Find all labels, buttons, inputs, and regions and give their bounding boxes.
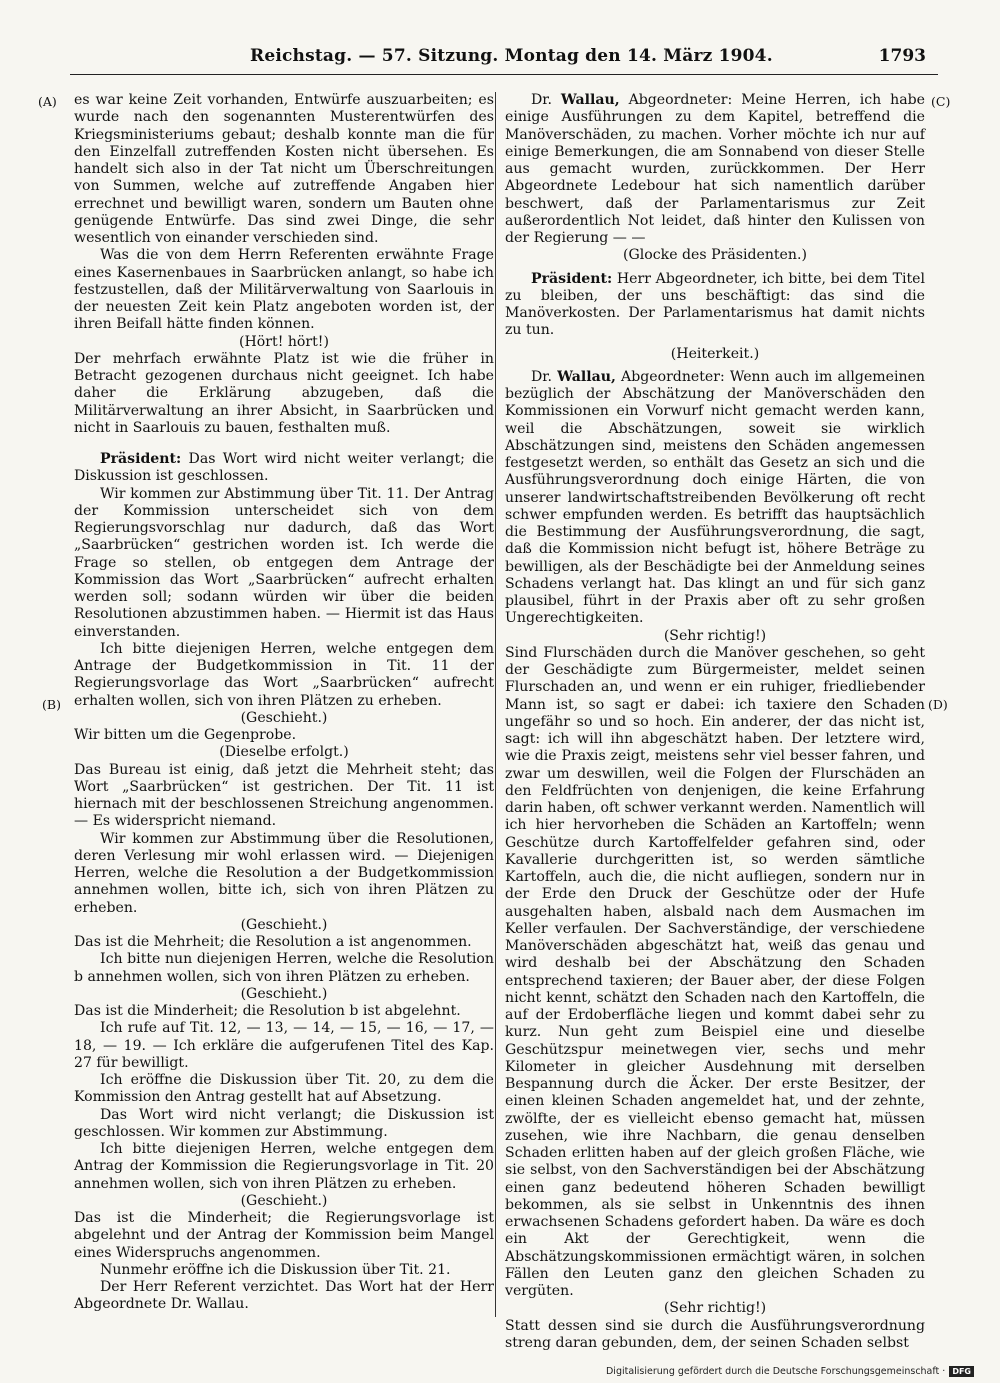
paragraph: Das Wort wird nicht verlangt; die Diskussion ist geschlossen. Wir kommen zur Abstimmung.: [74, 1106, 494, 1140]
margin-marker-d: (D): [928, 697, 948, 712]
margin-marker-a: (A): [38, 94, 57, 109]
interjection: (Geschieht.): [240, 1192, 328, 1209]
paragraph: Wir kommen zur Abstimmung über die Resolutionen, deren Verlesung mir wohl erlassen wird. — Diejenigen Herren, welche die Resolution a der Budgetkommission annehmen wollen, bitte ich, sich von ihren Plätzen zu erheben.: [74, 830, 494, 916]
paragraph: Das ist die Minderheit; die Regierungsvorlage ist abgelehnt und der Antrag der Kommission beim Mangel eines Widerspruchs angenommen.: [74, 1210, 494, 1261]
paragraph: Ich bitte diejenigen Herren, welche entgegen dem Antrage der Budgetkommission in Tit. 11 der Regierungsvorlage das Wort „Saarbrücken“ aufrecht erhalten wollen, sich von ihren Plätzen zu erheben.: [74, 640, 494, 709]
paragraph: Ich eröffne die Diskussion über Tit. 20, zu dem die Kommission den Antrag gestellt hat auf Absetzung.: [74, 1072, 494, 1106]
digitization-credit: [606, 1366, 974, 1377]
interjection: (Dieselbe erfolgt.): [219, 744, 349, 761]
interjection: (Geschieht.): [240, 916, 328, 933]
interjection: (Geschieht.): [240, 709, 328, 726]
president-paragraph: [505, 271, 925, 340]
interjection: (Sehr richtig!): [663, 1300, 767, 1317]
paragraph: Wir bitten um die Gegenprobe.: [74, 727, 297, 743]
paragraph: Was die von dem Herrn Referenten erwähnte Frage eines Kasernenbaues in Saarbrücken anlangt, so habe ich festzustellen, daß der Militärverwaltung von Saarlouis in der neuesten Zeit kein Platz angeboten worden ist, der ihren Beifall hätte finden können.: [74, 247, 494, 333]
credit-text: Digitalisierung gefördert durch die Deutsche Forschungsgemeinschaft ·: [605, 1366, 946, 1377]
interjection: (Sehr richtig!): [663, 627, 767, 644]
right-column: [505, 92, 925, 1352]
paragraph-text: Das Wort wird nicht weiter verlangt; die Diskussion ist geschlossen.: [74, 451, 495, 485]
interjection: (Heiterkeit.): [670, 345, 760, 362]
column-divider: [495, 92, 496, 1317]
interjection: (Geschieht.): [240, 985, 328, 1002]
paragraph: Der mehrfach erwähnte Platz ist wie die früher in Betracht gezogenen durchaus nicht geeignet. Ich habe daher die Erklärung abzugeben, daß die Militärverwaltung an ihrer Absicht, in Saarbrücken und nicht in Saarlouis zu bauen, festhalten muß.: [74, 350, 494, 436]
paragraph: Statt dessen sind sie durch die Ausführungsverordnung streng daran gebunden, dem, der seinen Schaden selbst: [505, 1317, 925, 1351]
speaker-name: Präsident:: [100, 451, 182, 467]
paragraph: Ich bitte diejenigen Herren, welche entgegen dem Antrag der Kommission die Regierungsvorlage in Tit. 20 annehmen wollen, sich von ihren Plätzen zu erheben.: [74, 1141, 494, 1192]
interjection: (Hört! hört!): [239, 333, 329, 350]
speaker-title: Dr.: [531, 92, 552, 108]
speaker-name: Wallau,: [557, 368, 616, 385]
running-title: Reichstag. — 57. Sitzung. Montag den 14. März 1904.: [250, 46, 773, 66]
speaker-title: Dr.: [531, 368, 552, 385]
paragraph: Ich rufe auf Tit. 12, — 13, — 14, — 15, — 16, — 17, — 18, — 19. — Ich erkläre die aufgerufenen Titel des Kap. 27 für bewilligt.: [74, 1020, 494, 1071]
interjection: (Glocke des Präsidenten.): [623, 247, 807, 264]
paragraph: Der Herr Referent verzichtet. Das Wort hat der Herr Abgeordnete Dr. Wallau.: [74, 1279, 494, 1313]
page-number: 1793: [878, 46, 926, 66]
paragraph: Ich bitte nun diejenigen Herren, welche die Resolution b annehmen wollen, sich von ihren Plätzen zu erheben.: [74, 951, 494, 985]
paragraph-text: Abgeordneter: Meine Herren, ich habe einige Ausführungen zu dem Kapitel, betreffend die Manöverschäden, zu machen. Vorher möchte ich nur auf einige Bemerkungen, die am Sonnabend von dieser Stelle aus gemacht wurden, zurückkommen. Der Herr Abgeordnete Ledebour hat sich namentlich darüber beschwert, daß der Parlamentarismus zur Zeit außerordentlich Not leidet, daß hinter den Kulissen von der Regierung — —: [505, 92, 926, 246]
president-paragraph: [74, 451, 494, 486]
speaker-name: Präsident:: [531, 270, 613, 287]
paragraph-text: Herr Abgeordneter, ich bitte, bei dem Titel zu bleiben, der uns beschäftigt: das sind die Manöverkosten. Der Parlamentarismus hat damit nichts zu tun.: [505, 270, 925, 339]
speech-paragraph: [505, 369, 925, 628]
paragraph: Das ist die Minderheit; die Resolution b ist abgelehnt.: [74, 1003, 461, 1019]
paragraph: Wir kommen zur Abstimmung über Tit. 11. Der Antrag der Kommission unterscheidet sich von dem Regierungsvorschlag nur dadurch, daß das Wort „Saarbrücken“ gestrichen worden ist. Ich werde die Frage so stellen, ob entgegen dem Antrage der Kommission das Wort „Saarbrücken“ aufrecht erhalten werden soll; sodann würden wir über die beiden Resolutionen abzustimmen haben. — Hiermit ist das Haus einverstanden.: [74, 485, 494, 640]
paragraph: Das Bureau ist einig, daß jetzt die Mehrheit steht; das Wort „Saarbrücken“ ist gestrichen. Der Tit. 11 ist hiernach mit der beschlossenen Streichung angenommen. — Es widerspricht niemand.: [74, 761, 494, 830]
margin-marker-c: (C): [931, 94, 951, 109]
paragraph-text: Abgeordneter: Wenn auch im allgemeinen bezüglich der Abschätzung der Manöverschäden den Kommissionen ein Vorwurf nicht gemacht werden kann, weil die Abschätzungen, soweit sie wirklich Abschätzungen sind, meistens den Schäden angemessen festgesetzt werden, so enthält das Gesetz an sich und die Ausführungsverordnung doch einige Härten, die von unserer landwirtschaftstreibenden Bevölkerung oft recht schwer empfunden werden. Es betrifft das hauptsächlich die Bestimmung der Ausführungsverordnung, die sagt, daß die Kommission nicht befugt ist, höhere Beträge zu bewilligen, als der Beschädigte bei der Anmeldung seines Schadens verlangt hat. Das klingt an und für sich ganz plausibel, führt in der Praxis aber oft zu sehr großen Ungerechtigkeiten.: [505, 368, 925, 627]
speech-paragraph: [505, 92, 925, 247]
page-header: [70, 44, 938, 75]
paragraph: Nunmehr eröffne ich die Diskussion über Tit. 21.: [100, 1261, 451, 1278]
paragraph: es war keine Zeit vorhanden, Entwürfe auszuarbeiten; es wurde nach den sogenannten Musterentwürfen des Kriegsministeriums gebaut; deshalb konnte man die für den Einzelfall zutreffenden Kosten nicht übersehen. Es handelt sich also in der Tat nicht um Überschreitungen von Summen, welche auf zutreffende Angaben hier errechnet und bewilligt waren, sondern um Bauten ohne genügende Entwürfe. Das sind zwei Dinge, die sehr wesentlich von einander verschieden sind.: [74, 92, 494, 246]
dfg-logo: DFG: [949, 1366, 974, 1377]
left-column: [74, 92, 494, 1314]
paragraph: Sind Flurschäden durch die Manöver geschehen, so geht der Geschädigte zum Bürgermeister, meldet seinen Flurschaden an, und wenn er ein ruhiger, friedliebender Mann ist, so sagt er dabei: ich taxiere den Schaden ungefähr so und so hoch. Ein anderer, der das nicht ist, sagt: ich will ihn abgeschätzt haben. Der letztere wird, wie die Praxis zeigt, meistens sehr viel besser fahren, und zwar um deswillen, weil die Folgen der Flurschäden an den Feldfrüchten von denjenigen, die keine Erfahrung darin haben, oft schwer verkannt werden. Namentlich will ich hier hervorheben die Schäden an Kartoffeln; wenn Geschütze durch Kartoffelfelder gefahren sind, oder Kavallerie durchgeritten ist, so werden sämtliche Kartoffeln, auch die, die nicht aufliegen, sondern nur in der Erde den Druck der Geschütze oder der Hufe ausgehalten haben, alsbald nach dem Ausmachen im Keller verfaulen. Der Sachverständige, der verschiedene Manöverschäden abgeschätzt hat, weiß das genau und wird deshalb bei der Abschätzung den Schaden entsprechend taxieren; der Bauer aber, der diese Folgen nicht kennt, schätzt den Schaden nach den Kartoffeln, die auf der Erdoberfläche liegen und kommt dabei sehr zu kurz. Nun geht zum Beispiel eine und dieselbe Geschützspur meinetwegen vier, sechs und mehr Kilometer in gleicher Ausdehnung mit derselben Bespannung durch die Äcker. Der erste Besitzer, der einen kleinen Schaden angemeldet hat, und der zehnte, zwölfte, der es vielleicht ebenso gemacht hat, müssen zusehen, wie ihre Nachbarn, die genau denselben Schaden erlitten haben auf der gleich großen Fläche, wie sie selbst, von den Sachverständigen bei der Abschätzung einen ganz bedeutend höheren Schaden bewilligt bekommen, als sie selbst in Unkenntnis des ihnen erwachsenen Schadens gefordert haben. Da wäre es doch ein Akt der Gerechtigkeit, wenn die Abschätzungskommissionen ermächtigt wären, in solchen Fällen den Leuten ganz den gleichen Schaden zu vergüten.: [505, 644, 925, 1299]
speaker-name: Wallau,: [560, 92, 620, 108]
paragraph: Das ist die Mehrheit; die Resolution a ist angenommen.: [74, 934, 472, 950]
margin-marker-b: (B): [42, 697, 61, 712]
